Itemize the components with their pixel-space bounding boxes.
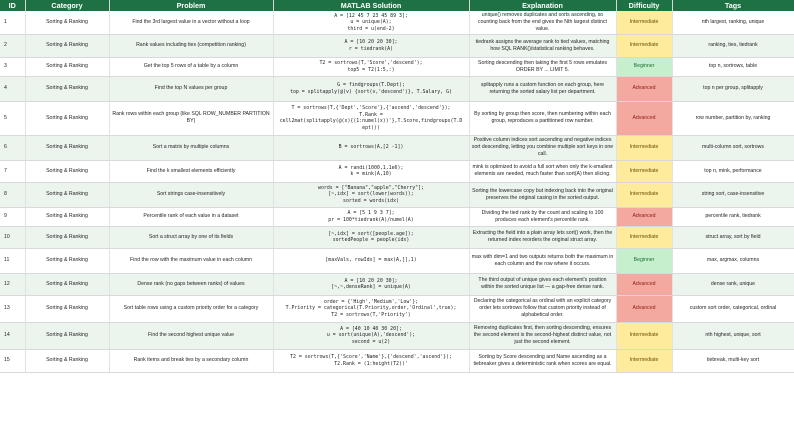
- cell-explanation[interactable]: Sorting by Score descending and Name ascending as a tiebreaker gives a deterministic rank when scores are equal.: [469, 349, 616, 372]
- cell-problem[interactable]: Rank items and break ties by a secondary column: [109, 349, 273, 372]
- solution-code-line: u = unique(A);: [350, 19, 392, 25]
- cell-difficulty-badge[interactable]: Advanced: [616, 207, 672, 226]
- cell-explanation[interactable]: mink is optimized to avoid a full sort when only the k-smallest elements are needed, much faster than sort(A) then slicing.: [469, 160, 616, 182]
- cell-problem[interactable]: Find the top N values per group: [109, 76, 273, 101]
- cell-tags[interactable]: multi-column sort, sortrows: [672, 135, 794, 160]
- cell-category[interactable]: Sorting & Ranking: [25, 34, 109, 57]
- cell-difficulty-badge[interactable]: Beginner: [616, 248, 672, 273]
- cell-tags[interactable]: nth highest, unique, sort: [672, 322, 794, 349]
- cell-category[interactable]: Sorting & Ranking: [25, 273, 109, 295]
- solution-code-line: A = [10 20 20 30];: [344, 277, 398, 284]
- solution-code-line: A = randi(1000,1,1e6);: [338, 164, 404, 171]
- table-row[interactable]: [0, 11, 794, 34]
- cell-tags[interactable]: tiebreak, multi-key sort: [672, 349, 794, 372]
- table-row[interactable]: [0, 101, 794, 135]
- cell-problem[interactable]: Get the top 5 rows of a table by a column: [109, 57, 273, 76]
- cell-tags[interactable]: dense rank, unique: [672, 273, 794, 295]
- cell-solution[interactable]: [273, 76, 469, 101]
- cell-solution[interactable]: [273, 57, 469, 76]
- cell-id[interactable]: 5: [0, 101, 25, 135]
- cell-tags[interactable]: ranking, ties, tiedrank: [672, 34, 794, 57]
- cell-tags[interactable]: top n, mink, performance: [672, 160, 794, 182]
- cell-category[interactable]: Sorting & Ranking: [25, 322, 109, 349]
- solution-code-line: pr = 100*tiedrank(A)/numel(A): [328, 216, 414, 223]
- solution-code-line: T = sortrows(T,{'Dept','Score'},{'ascend','descend'});: [291, 105, 451, 111]
- table-row[interactable]: [0, 160, 794, 182]
- table-row[interactable]: [0, 76, 794, 101]
- solution-code-line: r = tiedrank(A): [348, 45, 394, 52]
- cell-id[interactable]: 6: [0, 135, 25, 160]
- cell-explanation[interactable]: By sorting by group then score, then numbering within each group, reproduces a partitioned row number.: [469, 101, 616, 135]
- column-header-category[interactable]: Category: [25, 0, 109, 11]
- solution-code-line: sortedPeople = people(idx): [332, 237, 410, 243]
- cell-problem[interactable]: Sort a struct array by one of its fields: [109, 226, 273, 248]
- cell-id[interactable]: 3: [0, 57, 25, 76]
- cell-problem[interactable]: Rank rows within each group (like SQL ROW_NUMBER PARTITION BY): [109, 101, 273, 135]
- cell-solution[interactable]: [273, 160, 469, 182]
- solution-code-line: T2.Rank = (1:height(T2))': [334, 360, 408, 367]
- cell-difficulty-badge[interactable]: Beginner: [616, 57, 672, 76]
- cell-explanation[interactable]: Removing duplicates first, then sorting descending, ensures the second element is the second-highest distinct value, not just the second element.: [469, 322, 616, 349]
- cell-solution[interactable]: [273, 101, 469, 135]
- solution-code-line: sorted = words(idx): [343, 197, 399, 204]
- cell-problem[interactable]: Sort a matrix by multiple columns: [109, 135, 273, 160]
- cell-problem[interactable]: Find the 3rd largest value in a vector without a loop: [109, 11, 273, 34]
- cell-difficulty-badge[interactable]: Intermediate: [616, 34, 672, 57]
- cell-category[interactable]: Sorting & Ranking: [25, 76, 109, 101]
- cell-solution[interactable]: [273, 207, 469, 226]
- cell-category[interactable]: Sorting & Ranking: [25, 101, 109, 135]
- solution-code-line: T2 = sortrows(T,{'Score','Name'},{'descend','ascend'});: [290, 354, 452, 360]
- cell-solution[interactable]: [273, 273, 469, 295]
- cell-solution[interactable]: [273, 182, 469, 207]
- column-header-difficulty[interactable]: Difficulty: [616, 0, 672, 11]
- cell-category[interactable]: Sorting & Ranking: [25, 57, 109, 76]
- solution-code-line: u = sort(unique(A),'descend');: [326, 332, 416, 339]
- cell-category[interactable]: Sorting & Ranking: [25, 11, 109, 34]
- table-row[interactable]: [0, 322, 794, 349]
- solution-code-line: [~,idx] = sort(lower(words));: [328, 191, 414, 198]
- cell-id[interactable]: 11: [0, 248, 25, 273]
- cell-difficulty-badge[interactable]: Intermediate: [616, 160, 672, 182]
- solution-code-line: T.Priority = categorical(T.Priority,order,'Ordinal',true);: [285, 305, 457, 312]
- solution-code-line: [maxVals, rowIdx] = max(A,[],1): [325, 257, 417, 264]
- solution-code-line: A = [12 45 7 23 45 89 3];: [334, 12, 408, 19]
- cell-id[interactable]: 12: [0, 273, 25, 295]
- cell-problem[interactable]: Sort strings case-insensitively: [109, 182, 273, 207]
- cell-category[interactable]: Sorting & Ranking: [25, 207, 109, 226]
- cell-solution[interactable]: [273, 349, 469, 372]
- cell-category[interactable]: Sorting & Ranking: [25, 226, 109, 248]
- cell-id[interactable]: 7: [0, 160, 25, 182]
- cell-id[interactable]: 8: [0, 182, 25, 207]
- cell-category[interactable]: Sorting & Ranking: [25, 349, 109, 372]
- cell-id[interactable]: 9: [0, 207, 25, 226]
- cell-tags[interactable]: struct array, sort by field: [672, 226, 794, 248]
- table-row[interactable]: [0, 273, 794, 295]
- solution-code-line: top5 = T2(1:5,:): [347, 66, 395, 73]
- table-row[interactable]: [0, 295, 794, 322]
- table-body: [0, 11, 794, 372]
- cell-difficulty-badge[interactable]: Intermediate: [616, 11, 672, 34]
- cell-problem[interactable]: Dense rank (no gaps between ranks) of values: [109, 273, 273, 295]
- cell-id[interactable]: 15: [0, 349, 25, 372]
- cell-difficulty-badge[interactable]: Advanced: [616, 76, 672, 101]
- cell-tags[interactable]: nth largest, ranking, unique: [672, 11, 794, 34]
- solution-code-line: G = findgroups(T.Dept);: [337, 82, 405, 88]
- solution-code-line: T2 = sortrows(T,'Score','descend');: [319, 60, 423, 66]
- table-row[interactable]: [0, 34, 794, 57]
- cell-solution[interactable]: [273, 11, 469, 34]
- header-row: [0, 0, 794, 11]
- cell-solution[interactable]: [273, 322, 469, 349]
- cell-solution[interactable]: [273, 295, 469, 322]
- solution-code-line: third = u(end-2): [347, 25, 395, 32]
- cell-explanation[interactable]: Sorting descending then taking the first 5 rows emulates ORDER BY ... LIMIT 5.: [469, 57, 616, 76]
- cell-difficulty-badge[interactable]: Intermediate: [616, 226, 672, 248]
- cell-problem[interactable]: Rank values including ties (competition ranking): [109, 34, 273, 57]
- solution-code-line: ept))): [362, 124, 380, 131]
- cell-explanation[interactable]: Extracting the field into a plain array lets sort() work, then the returned index reorders the original struct array.: [469, 226, 616, 248]
- solution-code-line: A = [40 10 40 30 20];: [340, 325, 402, 332]
- cell-tags[interactable]: max, argmax, columns: [672, 248, 794, 273]
- solution-code-line: T.Rank =: [359, 111, 383, 118]
- cell-id[interactable]: 4: [0, 76, 25, 101]
- table-row[interactable]: [0, 207, 794, 226]
- column-header-solution[interactable]: MATLAB Solution: [273, 0, 469, 11]
- cell-tags[interactable]: top n per group, splitapply: [672, 76, 794, 101]
- column-header-tags[interactable]: Tags: [672, 0, 794, 11]
- column-header-explanation[interactable]: Explanation: [469, 0, 616, 11]
- cell-tags[interactable]: percentile rank, tiedrank: [672, 207, 794, 226]
- solution-code-line: B = sortrows(A,[2 -1]): [338, 144, 404, 151]
- cell-tags[interactable]: string sort, case-insensitive: [672, 182, 794, 207]
- cell-difficulty-badge[interactable]: Advanced: [616, 295, 672, 322]
- cell-solution[interactable]: [273, 135, 469, 160]
- table-row[interactable]: [0, 182, 794, 207]
- cell-explanation[interactable]: splitapply runs a custom function on each group, here returning the sorted salary list per department.: [469, 76, 616, 101]
- solution-code-line: k = mink(A,10): [350, 171, 392, 177]
- cell-id[interactable]: 13: [0, 295, 25, 322]
- cell-difficulty-badge[interactable]: Advanced: [616, 101, 672, 135]
- cell-category[interactable]: Sorting & Ranking: [25, 135, 109, 160]
- solution-code-line: [~,~,denseRank] = unique(A): [331, 284, 411, 290]
- column-header-problem[interactable]: Problem: [109, 0, 273, 11]
- solution-code-line: words = ["Banana","apple","Cherry"];: [318, 184, 424, 191]
- cell-difficulty-badge[interactable]: Intermediate: [616, 322, 672, 349]
- cell-explanation[interactable]: Positive column indices sort ascending and negative indices sort descending, letting you combine multiple sort keys in one call.: [469, 135, 616, 160]
- cell-explanation[interactable]: Dividing the tied rank by the count and scaling to 100 produces each element's percentile rank.: [469, 207, 616, 226]
- cell-explanation[interactable]: tiedrank assigns the average rank to tied values, matching how SQL RANK()/statistical ranking behaves.: [469, 34, 616, 57]
- cell-solution[interactable]: [273, 226, 469, 248]
- cell-explanation[interactable]: Declaring the categorical as ordinal with an explicit category order lets sortrows follow that custom priority instead of alphabetical order.: [469, 295, 616, 322]
- cell-problem[interactable]: Find the k smallest elements efficiently: [109, 160, 273, 182]
- cell-problem[interactable]: Percentile rank of each value in a dataset: [109, 207, 273, 226]
- cell-tags[interactable]: top n, sortrows, table: [672, 57, 794, 76]
- cell-difficulty-badge[interactable]: Advanced: [616, 273, 672, 295]
- solution-code-line: A = [10 20 20 30];: [344, 39, 398, 45]
- table-row[interactable]: [0, 248, 794, 273]
- cell-category[interactable]: Sorting & Ranking: [25, 182, 109, 207]
- solution-code-line: top = splitapply(@(v) {sort(v,'descend')}, T.Salary, G): [290, 88, 452, 95]
- cell-id[interactable]: 1: [0, 11, 25, 34]
- column-header-id[interactable]: ID: [0, 0, 25, 11]
- table-row[interactable]: [0, 349, 794, 372]
- cell-tags[interactable]: custom sort order, categorical, ordinal: [672, 295, 794, 322]
- cell-id[interactable]: 14: [0, 322, 25, 349]
- cell-difficulty-badge[interactable]: Intermediate: [616, 182, 672, 207]
- cell-category[interactable]: Sorting & Ranking: [25, 160, 109, 182]
- cell-id[interactable]: 10: [0, 226, 25, 248]
- cell-difficulty-badge[interactable]: Intermediate: [616, 135, 672, 160]
- cell-explanation[interactable]: Sorting the lowercase copy but indexing back into the original preserves the original casing in the sorted output.: [469, 182, 616, 207]
- solution-code-line: A = [5 1 9 3 7];: [347, 210, 395, 216]
- solution-code-line: second = u(2): [351, 338, 391, 345]
- cell-solution[interactable]: [273, 34, 469, 57]
- cell-id[interactable]: 2: [0, 34, 25, 57]
- cell-tags[interactable]: row number, partition by, ranking: [672, 101, 794, 135]
- cell-difficulty-badge[interactable]: Intermediate: [616, 349, 672, 372]
- solution-code-line: [~,idx] = sort([people.age]);: [328, 230, 414, 237]
- cell-explanation[interactable]: unique() removes duplicates and sorts ascending, so counting back from the end gives the Nth largest distinct value.: [469, 11, 616, 34]
- cell-problem[interactable]: Sort table rows using a custom priority order for a category: [109, 295, 273, 322]
- cell-explanation[interactable]: max with dim=1 and two outputs returns both the maximum in each column and the row where it occurs.: [469, 248, 616, 273]
- table-row[interactable]: [0, 226, 794, 248]
- solution-code-line: order = {'High','Medium','Low'};: [323, 298, 419, 305]
- solution-code-line: cell2mat(splitapply(@(x){(1:numel(x))'},T.Score,findgroups(T.D: [279, 118, 463, 124]
- table-row[interactable]: [0, 135, 794, 160]
- cell-category[interactable]: Sorting & Ranking: [25, 248, 109, 273]
- table-row[interactable]: [0, 57, 794, 76]
- cell-category[interactable]: Sorting & Ranking: [25, 295, 109, 322]
- cell-explanation[interactable]: The third output of unique gives each element's position within the sorted unique list — a gap-free dense rank.: [469, 273, 616, 295]
- cell-problem[interactable]: Find the second highest unique value: [109, 322, 273, 349]
- solution-code-line: T2 = sortrows(T,'Priority'): [331, 311, 411, 318]
- cell-solution[interactable]: [273, 248, 469, 273]
- cell-problem[interactable]: Find the row with the maximum value in each column: [109, 248, 273, 273]
